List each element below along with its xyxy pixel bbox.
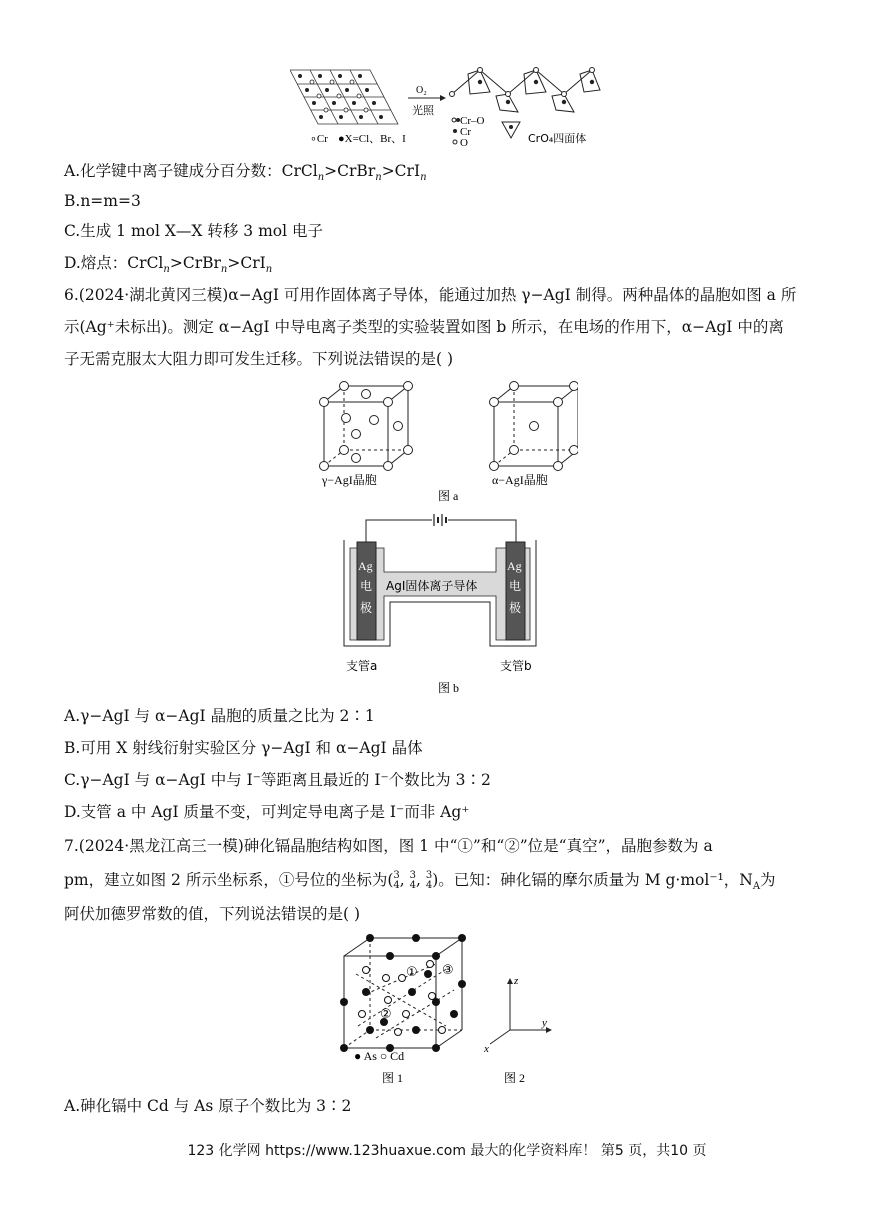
alpha-agi-label: α−AgI晶胞: [492, 473, 548, 487]
marker-1: ①: [406, 965, 418, 980]
fig1-caption: 图 1: [382, 1071, 404, 1085]
coord-fraction-3: 3 4: [425, 870, 433, 891]
q5-option-c: C.生成 1 mol X—X 转移 3 mol 电子: [64, 222, 323, 240]
axis-x: x: [484, 1043, 489, 1055]
layer-structure-figure: [290, 62, 620, 152]
svg-text:极: 极: [509, 601, 522, 615]
arrow-label-bottom: 光照: [412, 104, 434, 117]
fig-a-caption: 图 a: [438, 489, 459, 503]
svg-text:电: 电: [360, 579, 373, 593]
q6-option-a: A.γ−AgI 与 α−AgI 晶胞的质量之比为 2∶1: [64, 707, 375, 725]
q5-option-d: D.熔点：CrCl$_n$>CrBr$_n$>CrI$_n$: [64, 254, 273, 275]
svg-text:Cr–O: Cr–O: [460, 115, 485, 127]
cdas-cell-figure: [336, 934, 562, 1090]
q7-option-a: A.砷化镉中 Cd 与 As 原子个数比为 3∶2: [64, 1097, 352, 1115]
svg-text:Ag: Ag: [358, 559, 373, 573]
svg-text:极: 极: [360, 601, 373, 615]
arrow-label-top: O₂: [416, 85, 427, 96]
tube-b-label: 支管b: [500, 659, 532, 673]
marker-2: ②: [380, 1007, 392, 1022]
conductor-label: AgI固体离子导体: [386, 579, 478, 593]
tetra-legend-icon: [502, 122, 520, 138]
q7-stem-line2: pm，建立如图 2 所示坐标系，①号位的坐标为( 3 4 , 3 4 , 3 4 )。已知：砷化镉的摩尔质量为 M g·mol⁻¹，$N_A$为: [64, 870, 776, 892]
as-cd-legend: ● As ○ Cd: [354, 1049, 405, 1063]
unit-cells-figure-a: [318, 380, 578, 505]
axis-z: z: [514, 975, 519, 987]
svg-text:Ag: Ag: [507, 559, 522, 573]
q7-stem-line1: 7.(2024·黑龙江高三一模)砷化镉晶胞结构如图，图 1 中“①”和“②”位是“真空”，晶胞参数为 a: [64, 837, 713, 855]
q6-stem-line3: 子无需克服太大阻力即可发生迁移。下列说法错误的是( ): [64, 350, 454, 368]
cd-atoms: [359, 961, 446, 1036]
coord-fraction-2: 3 4: [409, 870, 416, 891]
as-atoms: [340, 934, 466, 1052]
q6-option-d: D.支管 a 中 AgI 质量不变，可判定导电离子是 I⁻而非 Ag⁺: [64, 803, 470, 821]
q6-stem-line2: 示(Ag⁺未标出)。测定 α−AgI 中导电离子类型的实验装置如图 b 所示，在电场的作用下，α−AgI 中的离: [64, 318, 784, 336]
page-footer: 123 化学网 https://www.123huaxue.com 最大的化学资料库！ 第5 页，共10 页: [187, 1143, 707, 1159]
tetrahedra-chain: [452, 70, 600, 112]
svg-text:电: 电: [509, 579, 522, 593]
svg-text:●X=Cl、Br、I: ●X=Cl、Br、I: [338, 133, 406, 145]
q5-option-b: B.n=m=3: [64, 192, 141, 210]
q6-option-c: C.γ−AgI 与 α−AgI 中与 I⁻等距离且最近的 I⁻个数比为 3∶2: [64, 771, 491, 789]
tube-a-label: 支管a: [346, 659, 378, 673]
apparatus-figure-b: [340, 512, 550, 697]
gamma-agi-label: γ−AgI晶胞: [322, 473, 377, 487]
marker-3: ③: [442, 963, 454, 978]
coord-fraction-1: 3 4: [393, 870, 400, 891]
tetra-label: CrO₄四面体: [528, 132, 587, 145]
q7-stem-line3: 阿伏加德罗常数的值，下列说法错误的是( ): [64, 905, 361, 923]
svg-text:Cr: Cr: [460, 126, 471, 138]
q5-option-a: A.化学键中离子键成分百分数：CrCl$_n$>CrBr$_n$>CrI$_n$: [64, 162, 427, 183]
fig2-caption: 图 2: [504, 1071, 526, 1085]
fig-b-caption: 图 b: [438, 681, 460, 695]
q6-option-b: B.可用 X 射线衍射实验区分 γ−AgI 和 α−AgI 晶体: [64, 739, 423, 757]
axis-y: y: [542, 1017, 547, 1029]
legend-cr-x: ∘Cr: [310, 133, 328, 145]
coordinate-axes: [490, 982, 548, 1044]
q6-stem-line1: 6.(2024·湖北黄冈三模)α−AgI 可用作固体离子导体，能通过加热 γ−AgI 制得。两种晶体的晶胞如图 a 所: [64, 286, 797, 304]
svg-text:O: O: [460, 137, 468, 149]
